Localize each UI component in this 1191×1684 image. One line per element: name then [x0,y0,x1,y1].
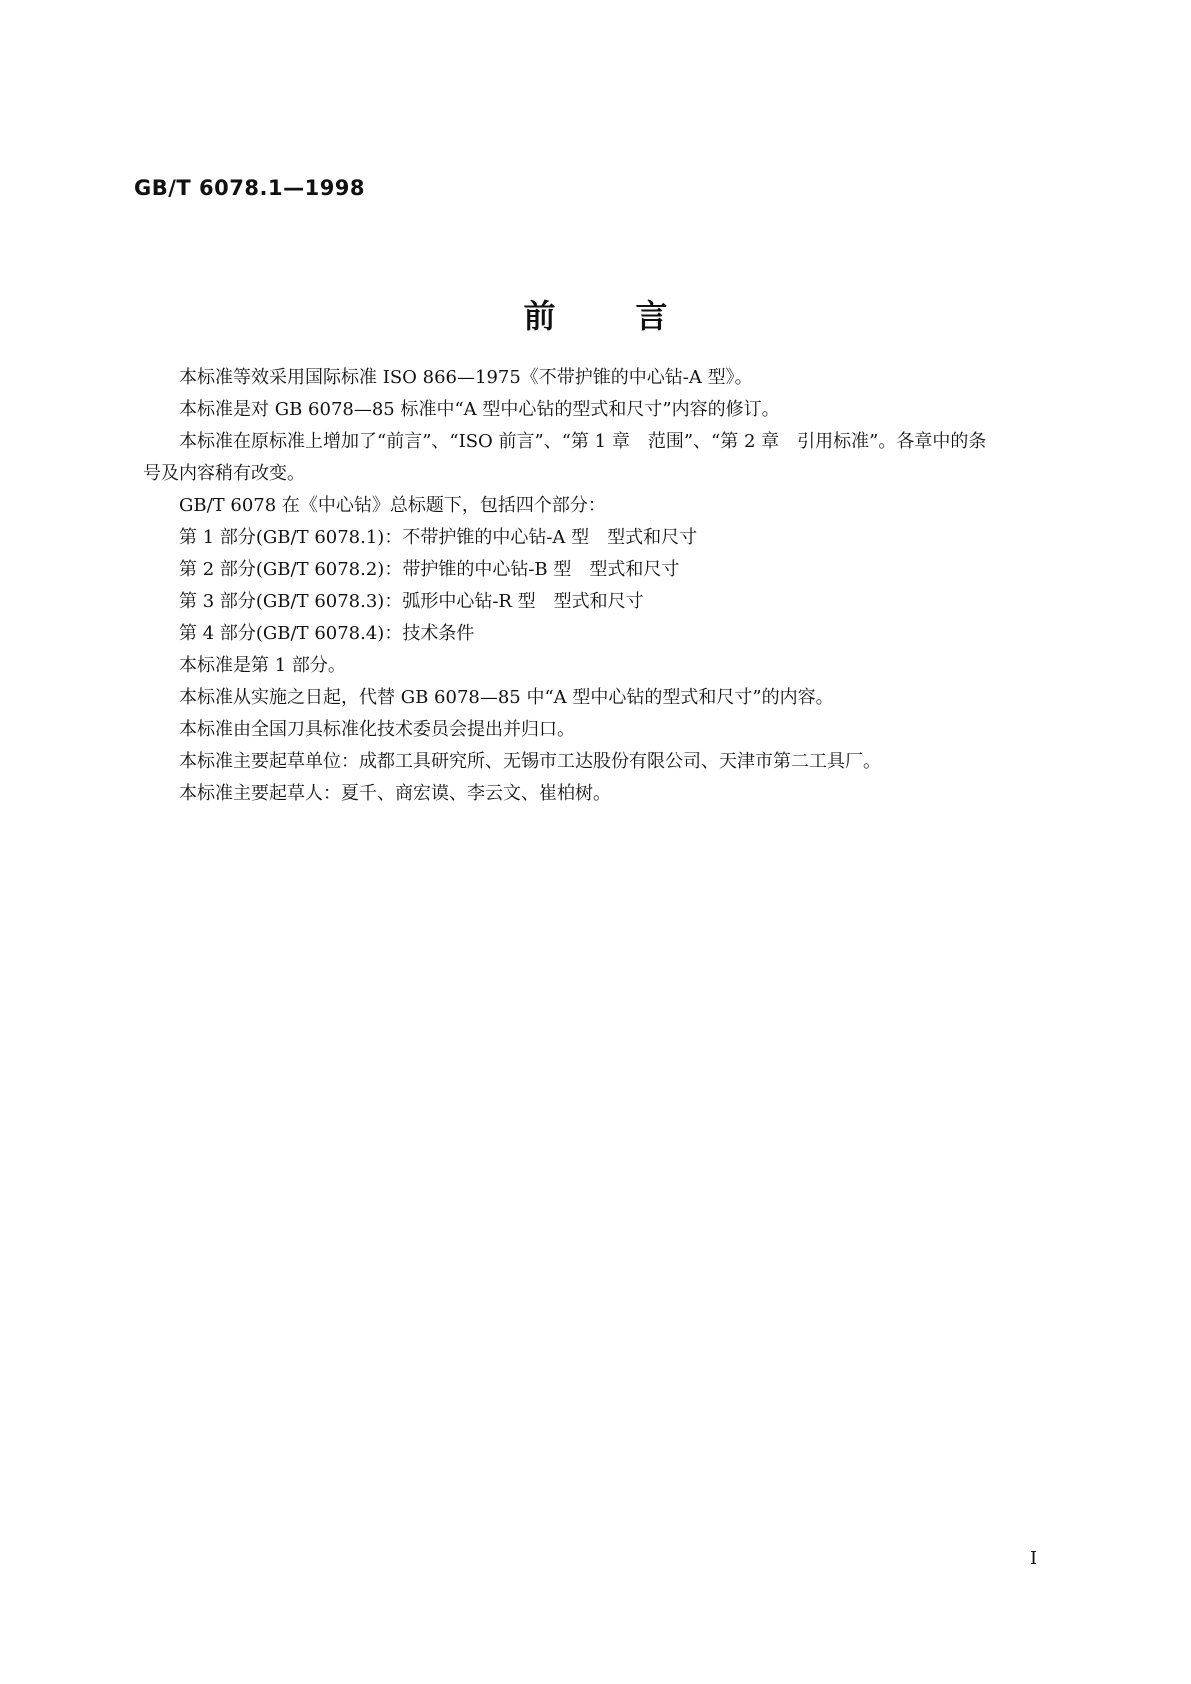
paragraph-drafters: 本标准主要起草人：夏千、商宏谟、李云文、崔柏树。 [179,783,611,804]
paragraph-proposed-by: 本标准由全国刀具标准化技术委员会提出并归口。 [179,719,575,740]
paragraph-revision: 本标准是对 GB 6078—85 标准中“A 型中心钻的型式和尺寸”内容的修订。 [179,399,780,420]
list-item-part-3: 第 3 部分(GB/T 6078.3)：弧形中心钻-R 型 型式和尺寸 [179,591,644,612]
foreword-body [143,362,1083,810]
paragraph-additions-line1: 本标准在原标准上增加了“前言”、“ISO 前言”、“第 1 章 范围”、“第 2 章 引用标准”。各章中的条 [179,431,987,452]
list-item-part-2: 第 2 部分(GB/T 6078.2)：带护锥的中心钻-B 型 型式和尺寸 [179,559,680,580]
list-item-part-4: 第 4 部分(GB/T 6078.4)：技术条件 [179,623,475,644]
page-title: 前言 [523,297,748,335]
paragraph-parts-intro: GB/T 6078 在《中心钻》总标题下，包括四个部分： [179,495,606,516]
list-item-part-1: 第 1 部分(GB/T 6078.1)：不带护锥的中心钻-A 型 型式和尺寸 [179,527,698,548]
paragraph-adoption: 本标准等效采用国际标准 ISO 866—1975《不带护锥的中心钻-A 型》。 [179,367,753,388]
paragraph-replaces: 本标准从实施之日起，代替 GB 6078—85 中“A 型中心钻的型式和尺寸”的内容。 [179,687,834,708]
standard-code: GB/T 6078.1—1998 [134,176,366,200]
paragraph-additions [143,426,1083,490]
paragraph-additions-line2: 号及内容稍有改变。 [143,463,305,484]
paragraph-drafting-units: 本标准主要起草单位：成都工具研究所、无锡市工达股份有限公司、天津市第二工具厂。 [179,751,881,772]
paragraph-this-part: 本标准是第 1 部分。 [179,655,346,676]
page-number: I [1030,1548,1038,1569]
